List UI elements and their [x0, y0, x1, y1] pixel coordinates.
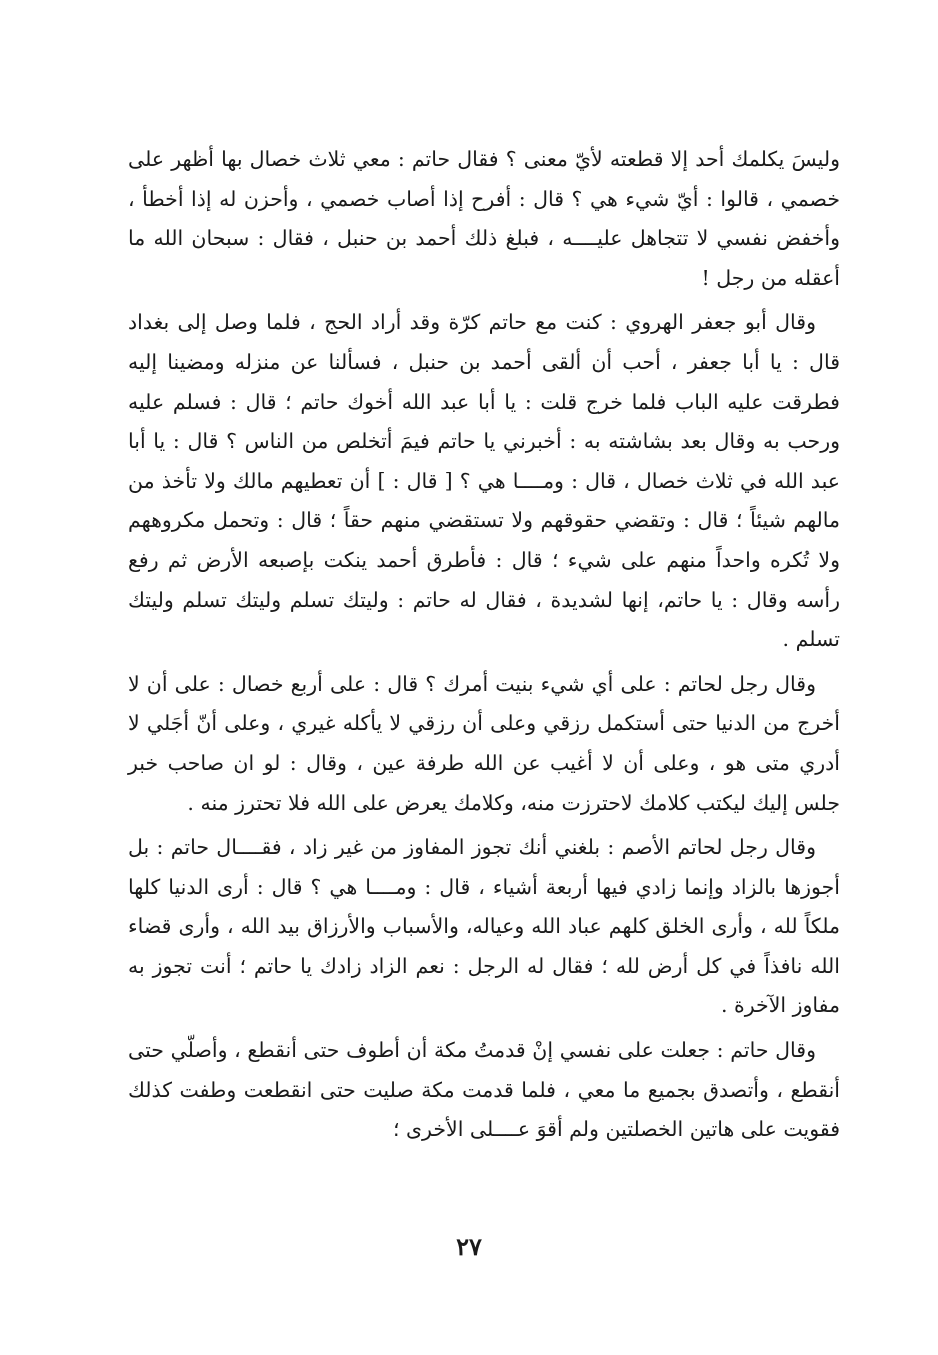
paragraph-2: وقال أبو جعفر الهروي : كنت مع حاتم كرّة وقد أراد الحج ، فلما وصل إلى بغداد قال : يا أبا جعفر ، أحب أن ألقى أحمد بن حنبل ، فسألنا عن منزله ومضينا إليه فطرقت عليه الباب فلما خرج قلت : يا أبا عبد الله أخوك حاتم ؛ قال : فسلم عليه ورحب به وقال بعد بشاشته به : أخبرني يا حاتم فيمَ أتخلص من الناس ؟ قال : يا أبا عبد الله في ثلاث خصال ، قال : ومــــا هي ؟ [ قال : ] أن تعطيهم مالك ولا تأخذ من مالهم شيئاً ؛ قال : وتقضي حقوقهم ولا تستقضي منهم حقاً ؛ قال : وتحمل مكروههم ولا تُكره واحداً منهم على شيء ؛ قال : فأطرق أحمد ينكت بإصبعه الأرض ثم رفع رأسه وقال : يا حاتم، إنها لشديدة ، فقال له حاتم : وليتك تسلم وليتك تسلم وليتك تسلم . [128, 310, 840, 652]
page-body [128, 140, 840, 1220]
page-number: ٢٧ [456, 1232, 482, 1261]
paragraph-1: وليسَ يكلمك أحد إلا قطعته لأيّ معنى ؟ فقال حاتم : معي ثلاث خصال بها أظهر على خصمي ، قالوا : أيّ شيء هي ؟ قال : أفرح إذا أصاب خصمي ، وأحزن له إذا أخطأ ، وأخفض نفسي لا تتجاهل عليــــه ، فبلغ ذلك أحمد بن حنبل ، فقال : سبحان الله ما أعقله من رجل ! [128, 147, 840, 290]
paragraph-3: وقال رجل لحاتم : على أي شيء بنيت أمرك ؟ قال : على أربع خصال : على أن لا أخرج من الدنيا حتى أستكمل رزقي وعلى أن رزقي لا يأكله غيري ، وعلى أنّ أجَلي لا أدري متى هو ، وعلى أن لا أغيب عن الله طرفة عين ، وقال : لو ان صاحب خبر جلس إليك ليكتب كلامك لاحترزت منه، وكلامك يعرض على الله فلا تحترز منه . [128, 671, 840, 815]
paragraph-4: وقال رجل لحاتم الأصم : بلغني أنك تجوز المفاوز من غير زاد ، فقــــال حاتم : بل أجوزها بالزاد وإنما زادي فيها أربعة أشياء ، قال : ومــــا هي ؟ قال : أرى الدنيا كلها ملكاً لله ، وأرى الخلق كلهم عباد الله وعياله، والأسباب والأرزاق بيد الله ، وأرى قضاء الله نافذاً في كل أرض لله ؛ فقال له الرجل : نعم الزاد زادك يا حاتم ؛ أنت تجوز به مفاوز الآخرة . [128, 835, 840, 1018]
paragraph-5: وقال حاتم : جعلت على نفسي إنْ قدمتُ مكة أن أطوف حتى أنقطع ، وأصلّي حتى أنقطع ، وأتصدق بجميع ما معي ، فلما قدمت مكة صليت حتى انقطعت وطفت كذلك فقويت على هاتين الخصلتين ولم أقوَ عــــلى الأخرى ؛ [128, 1038, 840, 1142]
